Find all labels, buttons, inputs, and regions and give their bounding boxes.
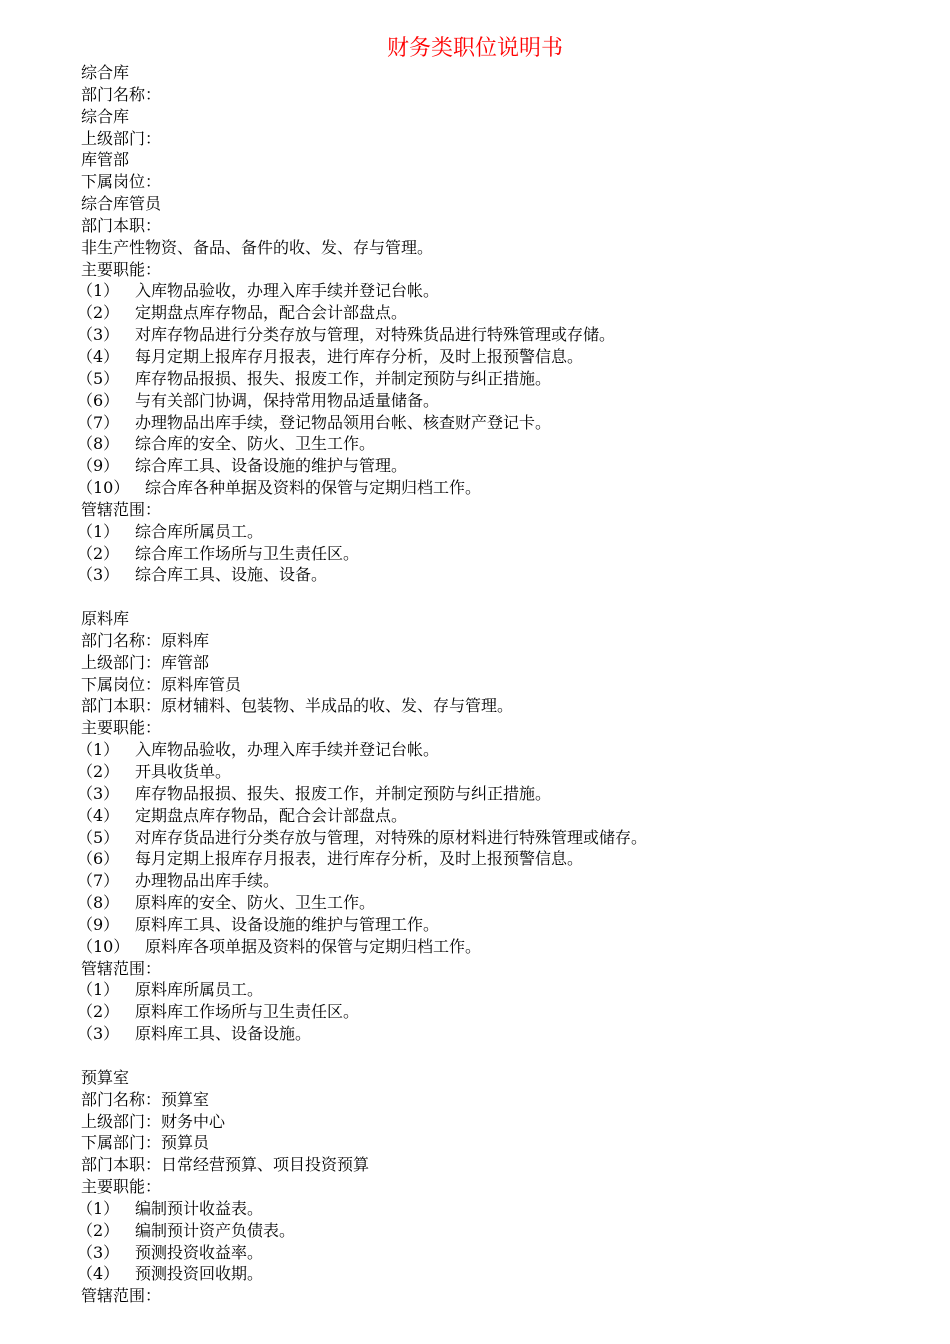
item-text: 综合库工具、设备设施的维护与管理。 bbox=[135, 456, 408, 476]
item-number: （4） bbox=[77, 805, 120, 825]
item-text: 定期盘点库存物品，配合会计部盘点。 bbox=[135, 303, 408, 323]
scope-item bbox=[77, 521, 937, 543]
item-number: （3） bbox=[77, 1024, 120, 1044]
item-number: （7） bbox=[77, 871, 120, 891]
item-number: （1） bbox=[77, 740, 120, 760]
parent-dept-value: 库管部 bbox=[81, 150, 130, 170]
item-text: 定期盘点库存物品，配合会计部盘点。 bbox=[135, 805, 408, 825]
item-text: 综合库所属员工。 bbox=[135, 521, 264, 541]
function-item bbox=[77, 848, 937, 870]
item-text: 每月定期上报库存月报表，进行库存分析，及时上报预警信息。 bbox=[135, 849, 584, 869]
item-number: （3） bbox=[77, 1242, 120, 1262]
function-item bbox=[77, 892, 937, 914]
function-item bbox=[77, 870, 937, 892]
scope-item bbox=[77, 979, 937, 1001]
item-number: （9） bbox=[77, 914, 120, 934]
item-number: （2） bbox=[77, 762, 120, 781]
function-item bbox=[77, 761, 937, 783]
function-item bbox=[77, 302, 937, 324]
item-number: （10） bbox=[77, 936, 130, 956]
item-text: 原料库工作场所与卫生责任区。 bbox=[135, 1002, 360, 1022]
function-item bbox=[77, 433, 937, 455]
dept-name-value: 综合库 bbox=[81, 106, 130, 126]
dept-name-line: 部门名称：预算室 bbox=[81, 1089, 210, 1109]
item-number: （4） bbox=[77, 1264, 120, 1284]
document-body bbox=[77, 62, 941, 1307]
item-text: 编制预计收益表。 bbox=[135, 1198, 264, 1218]
function-item bbox=[77, 280, 937, 302]
item-number: （3） bbox=[77, 783, 120, 803]
function-item bbox=[77, 368, 937, 390]
scope-label: 管辖范围： bbox=[81, 958, 162, 978]
sub-dept-line: 下属部门：预算员 bbox=[81, 1133, 210, 1153]
item-text: 原料库工具、设备设施的维护与管理工作。 bbox=[135, 914, 440, 934]
function-item bbox=[77, 455, 937, 477]
item-number: （2） bbox=[77, 543, 120, 563]
item-number: （1） bbox=[77, 281, 120, 301]
section-heading: 预算室 bbox=[81, 1067, 130, 1087]
function-item bbox=[77, 936, 937, 958]
function-item bbox=[77, 1263, 937, 1285]
functions-label: 主要职能： bbox=[81, 718, 162, 738]
item-text: 每月定期上报库存月报表，进行库存分析，及时上报预警信息。 bbox=[135, 346, 584, 366]
sub-position-label: 下属岗位： bbox=[81, 172, 162, 192]
function-item bbox=[77, 914, 937, 936]
function-item bbox=[77, 346, 937, 368]
function-item bbox=[77, 1242, 937, 1264]
item-text: 原料库的安全、防火、卫生工作。 bbox=[135, 893, 376, 913]
scope-item bbox=[77, 1001, 937, 1023]
item-number: （3） bbox=[77, 565, 120, 585]
functions-label: 主要职能： bbox=[81, 1177, 162, 1197]
section-spacer bbox=[81, 586, 941, 608]
section-general-warehouse bbox=[77, 62, 941, 586]
function-item bbox=[77, 477, 937, 499]
functions-label: 主要职能： bbox=[81, 259, 162, 279]
parent-dept-line: 上级部门：库管部 bbox=[81, 652, 210, 672]
item-text: 原料库各项单据及资料的保管与定期归档工作。 bbox=[145, 936, 482, 956]
item-text: 预测投资回收期。 bbox=[135, 1264, 264, 1284]
document-title: 财务类职位说明书 bbox=[386, 36, 563, 61]
section-raw-material-warehouse bbox=[77, 608, 941, 1045]
item-text: 综合库工作场所与卫生责任区。 bbox=[135, 543, 360, 563]
function-item bbox=[77, 739, 937, 761]
item-number: （1） bbox=[77, 1198, 120, 1218]
item-text: 对库存货品进行分类存放与管理，对特殊的原材料进行特殊管理或储存。 bbox=[135, 827, 648, 847]
function-item bbox=[77, 1220, 937, 1242]
item-text: 入库物品验收，办理入库手续并登记台帐。 bbox=[135, 281, 440, 301]
item-text: 对库存物品进行分类存放与管理，对特殊货品进行特殊管理或存储。 bbox=[135, 325, 616, 345]
item-number: （8） bbox=[77, 434, 120, 454]
item-number: （10） bbox=[77, 478, 130, 498]
dept-duty-value: 非生产性物资、备品、备件的收、发、存与管理。 bbox=[81, 237, 434, 257]
item-number: （4） bbox=[77, 346, 120, 366]
function-item bbox=[77, 783, 937, 805]
item-text: 综合库各种单据及资料的保管与定期归档工作。 bbox=[145, 478, 482, 498]
dept-duty-line: 部门本职：原材辅料、包装物、半成品的收、发、存与管理。 bbox=[81, 696, 514, 716]
function-item bbox=[77, 1198, 937, 1220]
item-number: （6） bbox=[77, 849, 120, 869]
section-spacer bbox=[81, 1045, 941, 1067]
scope-label: 管辖范围： bbox=[81, 499, 162, 519]
dept-name-label: 部门名称： bbox=[81, 84, 162, 104]
item-number: （5） bbox=[77, 368, 120, 388]
item-text: 与有关部门协调，保持常用物品适量储备。 bbox=[135, 390, 440, 410]
function-item bbox=[77, 827, 937, 849]
function-item bbox=[77, 805, 937, 827]
item-number: （6） bbox=[77, 390, 120, 410]
item-number: （2） bbox=[77, 1002, 120, 1022]
item-number: （7） bbox=[77, 412, 120, 432]
item-text: 综合库的安全、防火、卫生工作。 bbox=[135, 434, 376, 454]
item-text: 办理物品出库手续。 bbox=[135, 871, 280, 891]
item-number: （2） bbox=[77, 1220, 120, 1240]
scope-label: 管辖范围： bbox=[81, 1286, 162, 1306]
item-number: （1） bbox=[77, 980, 120, 1000]
item-text: 预测投资收益率。 bbox=[135, 1242, 264, 1262]
item-number: （9） bbox=[77, 456, 120, 476]
sub-position-line: 下属岗位：原料库管员 bbox=[81, 674, 242, 694]
scope-item bbox=[77, 1023, 937, 1045]
section-budget-office bbox=[77, 1067, 941, 1307]
item-text: 综合库工具、设施、设备。 bbox=[135, 565, 328, 585]
function-item bbox=[77, 412, 937, 434]
scope-item bbox=[77, 543, 937, 565]
item-text: 库存物品报损、报失、报废工作，并制定预防与纠正措施。 bbox=[135, 783, 552, 803]
item-text: 原料库所属员工。 bbox=[135, 980, 264, 1000]
dept-duty-line: 部门本职：日常经营预算、项目投资预算 bbox=[81, 1155, 370, 1175]
section-heading: 综合库 bbox=[81, 63, 130, 82]
parent-dept-line: 上级部门：财务中心 bbox=[81, 1111, 226, 1131]
section-heading: 原料库 bbox=[81, 609, 130, 629]
sub-position-value: 综合库管员 bbox=[81, 194, 162, 214]
dept-duty-label: 部门本职： bbox=[81, 215, 162, 235]
function-item bbox=[77, 324, 937, 346]
item-text: 原料库工具、设备设施。 bbox=[135, 1024, 312, 1044]
item-text: 编制预计资产负债表。 bbox=[135, 1220, 296, 1240]
item-number: （2） bbox=[77, 303, 120, 323]
dept-name-line: 部门名称：原料库 bbox=[81, 630, 210, 650]
item-text: 办理物品出库手续，登记物品领用台帐、核查财产登记卡。 bbox=[135, 412, 552, 432]
function-item bbox=[77, 390, 937, 412]
parent-dept-label: 上级部门： bbox=[81, 128, 162, 148]
item-number: （3） bbox=[77, 325, 120, 345]
item-text: 入库物品验收，办理入库手续并登记台帐。 bbox=[135, 740, 440, 760]
item-number: （8） bbox=[77, 893, 120, 913]
item-number: （5） bbox=[77, 827, 120, 847]
item-text: 开具收货单。 bbox=[135, 762, 232, 781]
item-text: 库存物品报损、报失、报废工作，并制定预防与纠正措施。 bbox=[135, 368, 552, 388]
item-number: （1） bbox=[77, 521, 120, 541]
scope-item bbox=[77, 564, 937, 586]
